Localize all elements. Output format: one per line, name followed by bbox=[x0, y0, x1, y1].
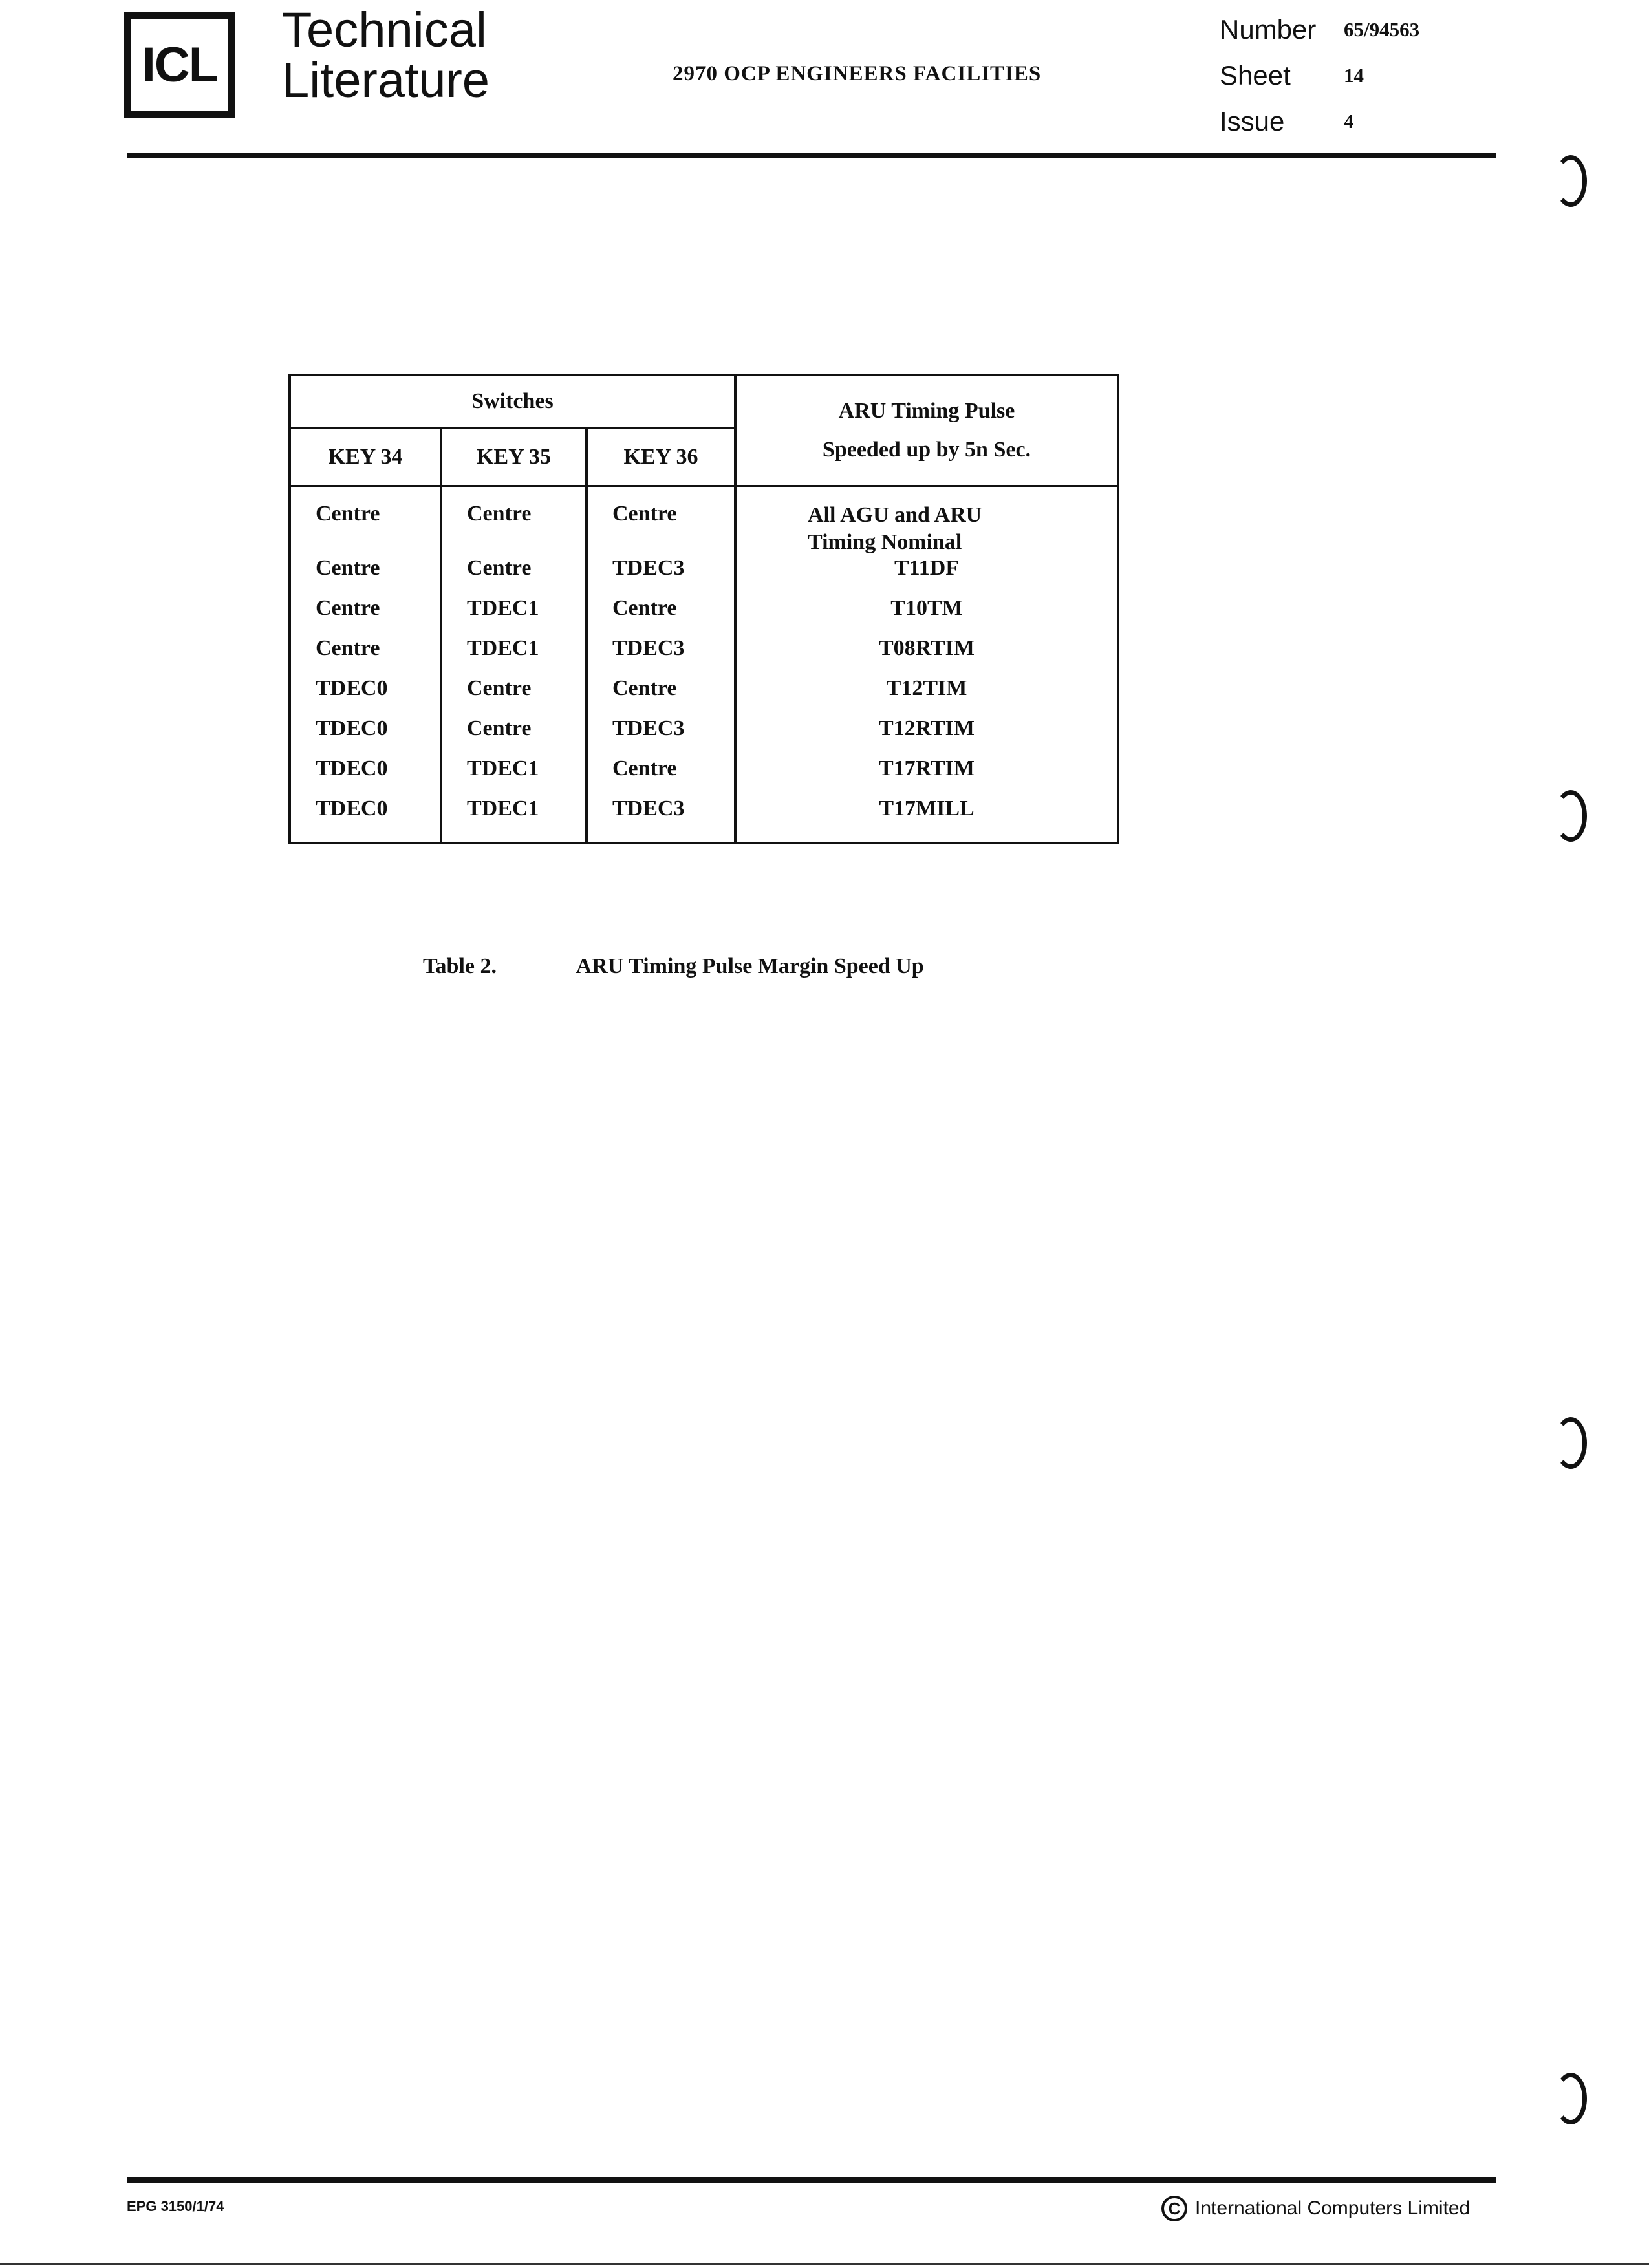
result-line-2: Timing Nominal bbox=[808, 530, 962, 554]
key34-cell: TDEC0 bbox=[290, 797, 441, 843]
meta-value: 14 bbox=[1344, 63, 1364, 87]
meta-label: Sheet bbox=[1220, 59, 1291, 91]
copyright-text: International Computers Limited bbox=[1195, 2198, 1471, 2219]
key34-cell: Centre bbox=[290, 636, 441, 676]
key34-header: KEY 34 bbox=[290, 428, 441, 486]
brand-title bbox=[282, 5, 490, 106]
key34-cell: Centre bbox=[290, 596, 441, 636]
key36-cell: Centre bbox=[587, 676, 735, 716]
form-code: EPG 3150/1/74 bbox=[127, 2198, 224, 2214]
key35-cell: Centre bbox=[441, 676, 587, 716]
result-cell: T10TM bbox=[735, 596, 1118, 636]
table-row bbox=[290, 676, 1118, 716]
key35-cell: Centre bbox=[441, 486, 587, 556]
meta-value: 4 bbox=[1344, 109, 1354, 133]
meta-value: 65/94563 bbox=[1344, 17, 1420, 41]
result-cell bbox=[735, 486, 1118, 556]
key34-cell: TDEC0 bbox=[290, 756, 441, 797]
meta-label: Number bbox=[1220, 14, 1317, 45]
key35-cell: Centre bbox=[441, 556, 587, 596]
key36-cell: Centre bbox=[587, 756, 735, 797]
key36-cell: Centre bbox=[587, 596, 735, 636]
table-row bbox=[290, 596, 1118, 636]
key34-cell: TDEC0 bbox=[290, 716, 441, 756]
key34-cell: Centre bbox=[290, 556, 441, 596]
result-cell: T17RTIM bbox=[735, 756, 1118, 797]
key36-cell: TDEC3 bbox=[587, 636, 735, 676]
result-line-1: All AGU and ARU bbox=[808, 503, 982, 527]
result-cell: T12RTIM bbox=[735, 716, 1118, 756]
result-cell: T11DF bbox=[735, 556, 1118, 596]
footer-rule bbox=[127, 2177, 1496, 2183]
document-title: 2970 OCP ENGINEERS FACILITIES bbox=[673, 62, 1042, 85]
key36-header: KEY 36 bbox=[587, 428, 735, 486]
key34-cell: Centre bbox=[290, 486, 441, 556]
binder-hole-icon bbox=[1555, 790, 1587, 842]
caption-label: Table 2. bbox=[423, 954, 497, 978]
copyright-icon: C bbox=[1161, 2196, 1187, 2221]
switch-timing-table bbox=[288, 374, 1119, 844]
binder-hole-icon bbox=[1555, 155, 1587, 207]
result-cell: T12TIM bbox=[735, 676, 1118, 716]
result-header bbox=[735, 375, 1118, 486]
key35-cell: TDEC1 bbox=[441, 756, 587, 797]
key35-cell: TDEC1 bbox=[441, 797, 587, 843]
key36-cell: TDEC3 bbox=[587, 797, 735, 843]
caption-text: ARU Timing Pulse Margin Speed Up bbox=[576, 954, 924, 978]
brand-line-1: Technical bbox=[282, 3, 487, 58]
table-row bbox=[290, 636, 1118, 676]
page-edge-rule bbox=[0, 2263, 1649, 2265]
result-cell: T08RTIM bbox=[735, 636, 1118, 676]
brand-line-2: Literature bbox=[282, 53, 490, 108]
icl-logo bbox=[124, 12, 235, 118]
key36-cell: TDEC3 bbox=[587, 716, 735, 756]
result-header-line-1: ARU Timing Pulse bbox=[838, 399, 1015, 423]
meta-sheet bbox=[1220, 52, 1419, 98]
result-header-line-2: Speeded up by 5n Sec. bbox=[822, 438, 1031, 462]
meta-issue bbox=[1220, 98, 1419, 144]
key36-cell: TDEC3 bbox=[587, 556, 735, 596]
key34-cell: TDEC0 bbox=[290, 676, 441, 716]
key35-cell: Centre bbox=[441, 716, 587, 756]
header-rule bbox=[127, 153, 1496, 158]
binder-hole-icon bbox=[1555, 1417, 1587, 1469]
table-caption bbox=[423, 954, 924, 979]
logo-text: ICL bbox=[142, 37, 218, 92]
copyright bbox=[1161, 2196, 1470, 2221]
key35-cell: TDEC1 bbox=[441, 596, 587, 636]
meta-number bbox=[1220, 6, 1419, 52]
table-row bbox=[290, 486, 1118, 556]
key35-cell: TDEC1 bbox=[441, 636, 587, 676]
table-row bbox=[290, 756, 1118, 797]
switches-header: Switches bbox=[290, 375, 735, 428]
meta-label: Issue bbox=[1220, 105, 1285, 136]
key36-cell: Centre bbox=[587, 486, 735, 556]
table-row bbox=[290, 797, 1118, 843]
binder-hole-icon bbox=[1555, 2073, 1587, 2124]
table-header-row bbox=[290, 375, 1118, 428]
table-row bbox=[290, 556, 1118, 596]
table-row bbox=[290, 716, 1118, 756]
result-cell: T17MILL bbox=[735, 797, 1118, 843]
document-meta bbox=[1220, 6, 1419, 144]
key35-header: KEY 35 bbox=[441, 428, 587, 486]
